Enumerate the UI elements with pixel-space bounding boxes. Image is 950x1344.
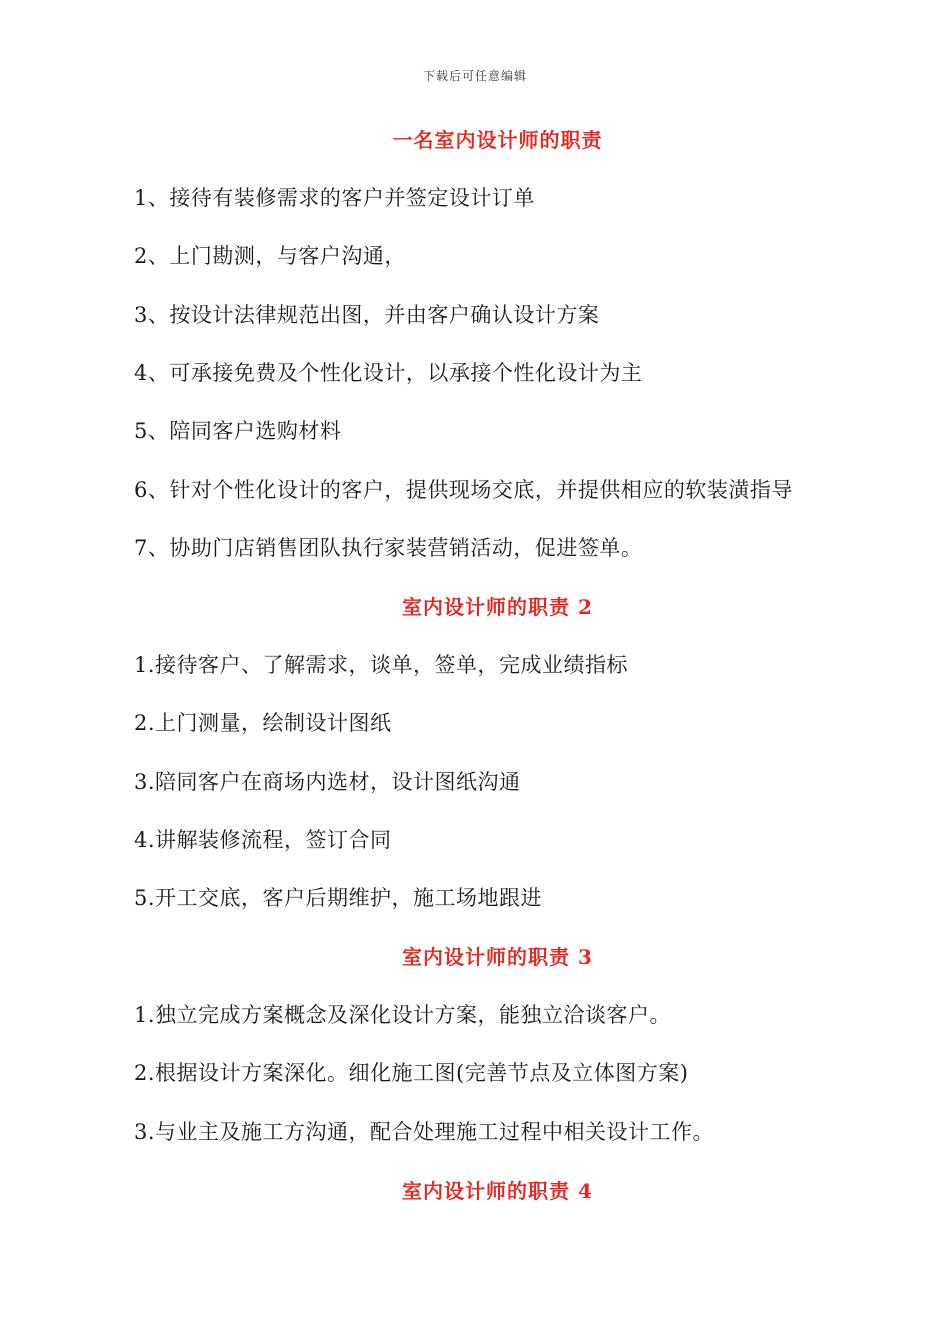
header-note: 下载后可任意编辑 (422, 69, 527, 83)
list-item: 1.独立完成方案概念及深化设计方案，能独立洽谈客户。 (134, 1003, 672, 1027)
list-item: 4.讲解装修流程，签订合同 (134, 828, 392, 852)
list-item: 1.接待客户、了解需求，谈单，签单，完成业绩指标 (134, 653, 629, 677)
list-item: 2.根据设计方案深化。细化施工图(完善节点及立体图方案) (134, 1061, 689, 1085)
section-title: 一名室内设计师的职责 (392, 128, 603, 152)
section-title: 室内设计师的职责 2 (402, 595, 593, 619)
list-item: 1、接待有装修需求的客户并签定设计订单 (134, 186, 535, 210)
list-item: 3、按设计法律规范出图，并由客户确认设计方案 (134, 303, 600, 327)
list-item: 3.与业主及施工方沟通，配合处理施工过程中相关设计工作。 (134, 1120, 715, 1144)
list-item: 4、可承接免费及个性化设计，以承接个性化设计为主 (134, 361, 643, 385)
section-title: 室内设计师的职责 4 (402, 1179, 593, 1203)
list-item: 6、针对个性化设计的客户，提供现场交底，并提供相应的软装潢指导 (134, 478, 793, 502)
list-item: 5.开工交底，客户后期维护，施工场地跟进 (134, 886, 543, 910)
list-item: 7、协助门店销售团队执行家装营销活动，促进签单。 (134, 536, 643, 560)
list-item: 3.陪同客户在商场内选材，设计图纸沟通 (134, 770, 521, 794)
list-item: 5、陪同客户选购材料 (134, 419, 342, 443)
section-title: 室内设计师的职责 3 (402, 945, 593, 969)
list-item: 2、上门勘测，与客户沟通， (134, 244, 406, 268)
list-item: 2.上门测量，绘制设计图纸 (134, 711, 392, 735)
